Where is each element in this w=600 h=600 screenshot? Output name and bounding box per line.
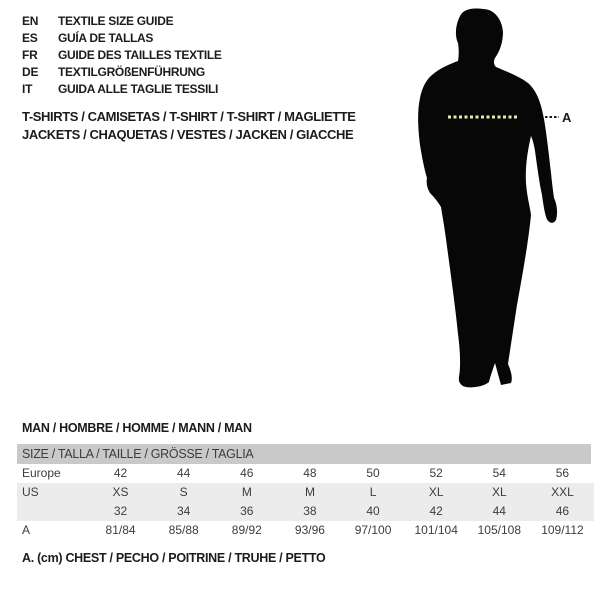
language-row — [22, 64, 222, 81]
table-cell: 81/84 — [105, 523, 136, 537]
category-tshirts: T-SHIRTS / CAMISETAS / T-SHIRT / T-SHIRT / MAGLIETTE — [22, 109, 356, 124]
table-cell: XL — [491, 485, 507, 499]
table-row-us-numeric — [17, 502, 594, 521]
table-cell: 109/112 — [541, 523, 584, 537]
man-silhouette-figure — [410, 0, 600, 410]
table-cell: 36 — [240, 504, 254, 518]
section-title-man: MAN / HOMBRE / HOMME / MANN / MAN — [22, 421, 252, 435]
table-cell: 42 — [113, 466, 128, 480]
table-cell: L — [369, 485, 377, 499]
language-code: ES — [22, 31, 38, 45]
table-cell: 48 — [303, 466, 317, 480]
row-label: A — [22, 523, 31, 537]
table-cell: 38 — [303, 504, 317, 518]
table-cell: M — [304, 485, 315, 499]
language-code: DE — [22, 65, 39, 79]
row-label: US — [22, 485, 39, 499]
table-row-us — [17, 483, 594, 502]
language-label: TEXTILGRÖßENFÜHRUNG — [58, 65, 205, 79]
table-cell: 56 — [555, 466, 570, 480]
table-cell: 105/108 — [477, 523, 521, 537]
table-cell: 93/96 — [294, 523, 325, 537]
language-label: GUÍA DE TALLAS — [58, 31, 154, 45]
table-row-chest-a — [17, 521, 594, 540]
table-cell: 46 — [555, 504, 570, 518]
category-jackets: JACKETS / CHAQUETAS / VESTES / JACKEN / GIACCHE — [22, 127, 354, 142]
language-label: TEXTILE SIZE GUIDE — [58, 14, 174, 28]
man-silhouette — [418, 8, 557, 387]
table-row-europe — [17, 464, 594, 483]
table-cell: 34 — [177, 504, 191, 518]
table-cell: 50 — [366, 466, 380, 480]
language-row — [22, 13, 222, 30]
table-cell: S — [179, 485, 188, 499]
measure-footnote: A. (cm) CHEST / PECHO / POITRINE / TRUHE / PETTO — [22, 551, 326, 565]
table-cell: XS — [112, 485, 129, 499]
table-cell: 46 — [240, 466, 254, 480]
table-cell: 52 — [429, 466, 443, 480]
language-code: EN — [22, 14, 39, 28]
language-row — [22, 30, 222, 47]
measure-label-a: A — [562, 110, 572, 125]
table-cell: 97/100 — [354, 523, 392, 537]
row-label — [17, 502, 89, 521]
row-label: Europe — [22, 466, 61, 480]
garment-categories — [22, 108, 356, 144]
language-label: GUIDA ALLE TAGLIE TESSILI — [58, 82, 219, 96]
size-table — [17, 444, 594, 540]
table-cell: XL — [428, 485, 444, 499]
language-list — [22, 13, 222, 98]
size-table-header: SIZE / TALLA / TAILLE / GRÖSSE / TAGLIA — [17, 444, 591, 464]
language-row — [22, 47, 222, 64]
table-cell: 42 — [429, 504, 443, 518]
language-code: FR — [22, 48, 38, 62]
language-row — [22, 81, 222, 98]
language-label: GUIDE DES TAILLES TEXTILE — [58, 48, 222, 62]
language-code: IT — [22, 82, 33, 96]
table-cell: 85/88 — [168, 523, 199, 537]
table-cell: 44 — [492, 504, 506, 518]
table-cell: 44 — [177, 466, 191, 480]
table-cell: 32 — [113, 504, 128, 518]
table-cell: 54 — [492, 466, 506, 480]
table-cell: 89/92 — [231, 523, 262, 537]
table-cell: 101/104 — [414, 523, 458, 537]
table-cell: 40 — [366, 504, 380, 518]
table-cell: XXL — [551, 485, 574, 499]
table-cell: M — [241, 485, 252, 499]
